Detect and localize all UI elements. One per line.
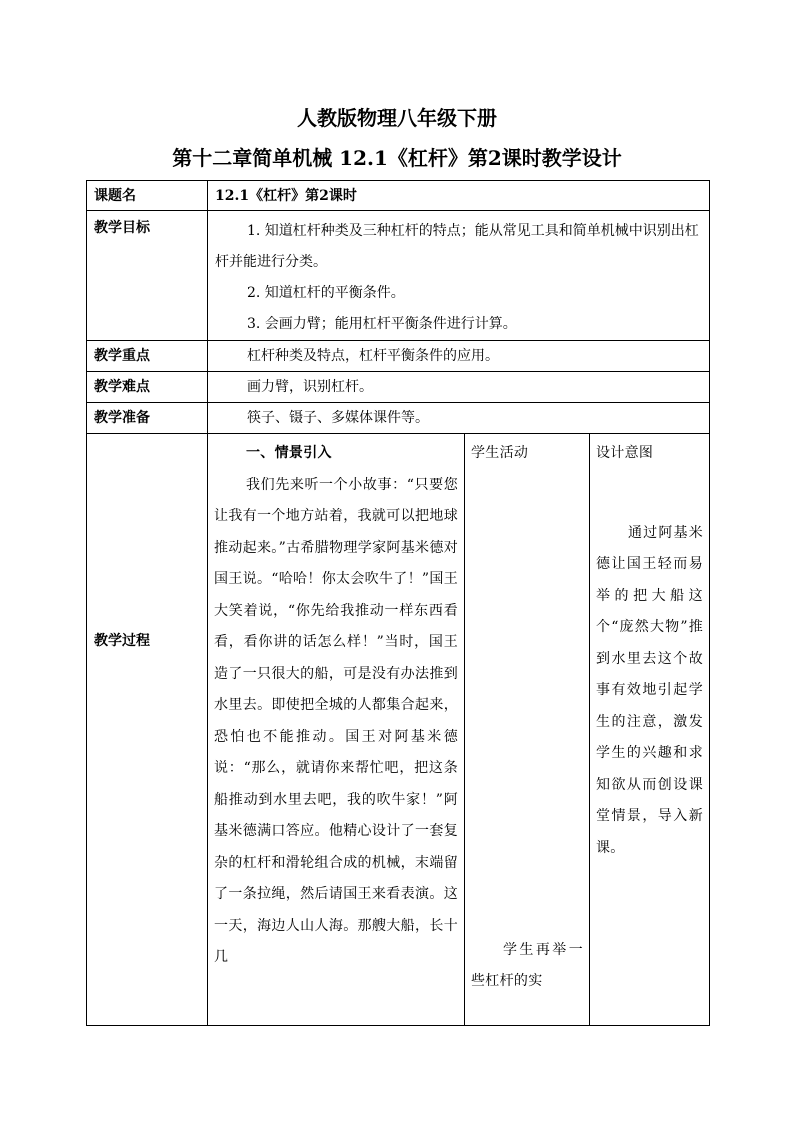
goal-item: 1. 知道杠杆种类及三种杠杆的特点；能从常见工具和简单机械中识别出杠杆并能进行分类。 xyxy=(215,223,699,270)
goals-cell xyxy=(208,211,710,341)
prep-value: 筷子、镊子、多媒体课件等。 xyxy=(208,403,710,434)
design-intent-text: 通过阿基米德让国王轻而易举的把大船这个“庞然大物”推到水里去这个故事有效地引起学生的注意，激发学生的兴趣和求知欲从而创设课堂情景，导入新课。 xyxy=(596,524,703,856)
table-row-topic xyxy=(87,181,710,211)
goal-item: 2. 知道杠杆的平衡条件。 xyxy=(247,285,405,301)
lesson-title: 第十二章简单机械 12.1《杠杆》第2课时教学设计 xyxy=(172,146,622,170)
student-activity-label: 学生活动 xyxy=(471,445,529,461)
table-row-difficulty xyxy=(87,372,710,403)
topic-value: 12.1《杠杆》第2课时 xyxy=(208,181,710,211)
table-row-goals xyxy=(87,211,710,341)
topic-label: 课题名 xyxy=(87,181,208,211)
section-heading: 一、情景引入 xyxy=(246,445,332,461)
difficulty-label: 教学难点 xyxy=(87,372,208,403)
table-row-process xyxy=(87,434,710,1026)
process-label-cell xyxy=(87,434,208,1026)
goals-label: 教学目标 xyxy=(87,211,208,341)
table-row-focus xyxy=(87,341,710,372)
process-label: 教学过程 xyxy=(94,632,150,649)
student-activity-cell xyxy=(465,434,590,1026)
story-text: 我们先来听一个小故事：“只要您让我有一个地方站着，我就可以把地球推动起来。”古希腊物理学家阿基米德对国王说。“哈哈！你太会吹牛了！”国王大笑着说，“你先给我推动一样东西看看，看你讲的话怎么样！”当时，国王造了一只很大的船，可是没有办法推到水里去。即使把全城的人都集合起来，恐怕也不能推动。国王对阿基米德说：“那么，就请你来帮忙吧，把这条船推动到水里去吧，我的吹牛家！”阿基米德满口答应。他精心设计了一套复杂的杠杆和滑轮组合成的机械，末端留了一条拉绳，然后请国王来看表演。这一天，海边人山人海。那艘大船，长十几 xyxy=(214,476,458,965)
design-intent-label: 设计意图 xyxy=(596,445,654,461)
table-row-prep xyxy=(87,403,710,434)
focus-label: 教学重点 xyxy=(87,341,208,372)
spacer xyxy=(471,470,583,935)
lesson-plan-table xyxy=(86,180,710,1026)
prep-label: 教学准备 xyxy=(87,403,208,434)
focus-value: 杠杆种类及特点，杠杆平衡条件的应用。 xyxy=(208,341,710,372)
design-intent-cell xyxy=(590,434,710,1026)
document-title: 人教版物理八年级下册 xyxy=(297,106,497,130)
process-content-cell xyxy=(208,434,465,1026)
spacer xyxy=(596,470,703,518)
difficulty-value: 画力臂，识别杠杆。 xyxy=(208,372,710,403)
student-activity-text: 学生再举一些杠杆的实 xyxy=(471,941,583,989)
goal-item: 3. 会画力臂；能用杠杆平衡条件进行计算。 xyxy=(247,316,517,332)
